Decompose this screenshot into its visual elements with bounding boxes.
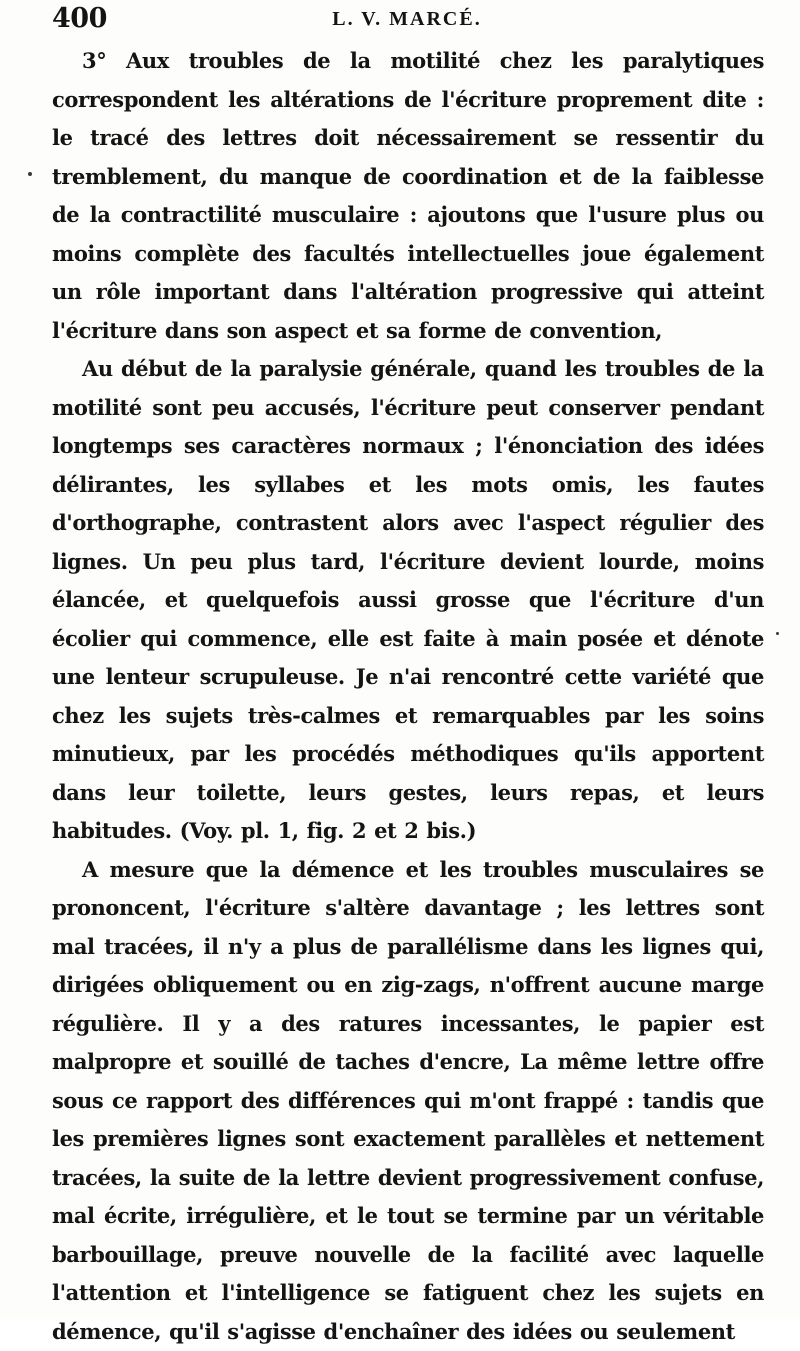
- ink-speck: [28, 172, 32, 176]
- running-head: [52, 2, 762, 36]
- paragraph-early-stage: Au début de la paralysie générale, quand les troubles de la motilité sont peu accusés, l'écriture peut conserver pendant longtemps ses caractères normaux ; l'énonciation des idées délirantes, les syllabes et les mots omis, les fautes d'orthographe, contrastent alors avec l'aspect régulier des lignes. Un peu plus tard, l'écriture devient lourde, moins élancée, et quelquefois aussi grosse que l'écriture d'un écolier qui commence, elle est faite à main posée et dénote une lenteur scrupuleuse. Je n'ai rencontré cette variété que chez les sujets très-calmes et remarquables par les soins minutieux, par les procédés méthodiques qu'ils apportent dans leur toilette, leurs gestes, leurs repas, et leurs habitudes. (Voy. pl. 1, fig. 2 et 2 bis.): [52, 350, 764, 851]
- paragraph-dementia: A mesure que la démence et les troubles musculaires se prononcent, l'écriture s'altère davantage ; les lettres sont mal tracées, il n'y a plus de parallélisme dans les lignes qui, dirigées obliquement ou en zig-zags, n'offrent aucune marge régulière. Il y a des ratures incessantes, le papier est malpropre et souillé de taches d'encre, La même lettre offre sous ce rapport des différences qui m'ont frappé : tandis que les premières lignes sont exactement parallèles et nettement tracées, la suite de la lettre devient progressivement confuse, mal écrite, irrégulière, et le tout se termine par un véritable barbouillage, preuve nouvelle de la facilité avec laquelle l'attention et l'intelligence se fatiguent chez les sujets en démence, qu'il s'agisse d'enchaîner des idées ou seulement: [52, 851, 764, 1351]
- running-title: L. V. MARCÉ.: [52, 2, 762, 36]
- ink-speck: [776, 632, 779, 635]
- paragraph-motility: 3° Aux troubles de la motilité chez les paralytiques correspondent les altérations de l'écriture proprement dite : le tracé des lettres doit nécessairement se ressentir du tremblement, du manque de coordination et de la faiblesse de la contractilité musculaire : ajoutons que l'usure plus ou moins complète des facultés intellectuelles joue également un rôle important dans l'altération progressive qui atteint l'écriture dans son aspect et sa forme de convention,: [52, 42, 764, 350]
- body-text: [52, 42, 764, 1351]
- page-number: 400: [52, 2, 107, 36]
